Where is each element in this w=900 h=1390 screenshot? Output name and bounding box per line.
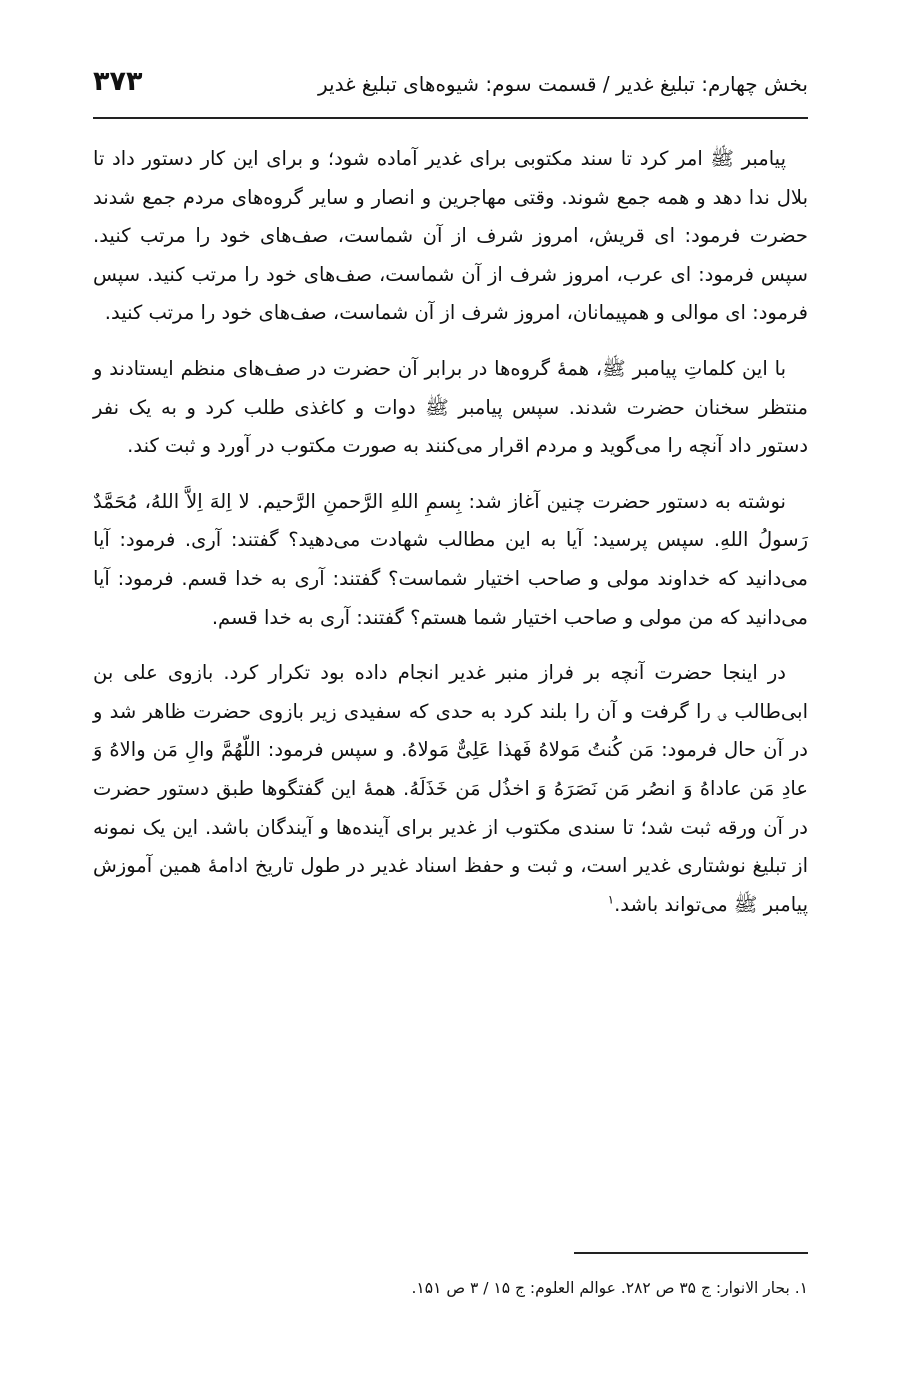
- running-head: بخش چهارم: تبلیغ غدیر / قسمت سوم: شیوه‌های تبلیغ غدیر: [317, 72, 808, 96]
- paragraph-1: پیامبر ﷺ امر کرد تا سند مکتوبی برای غدیر آماده شود؛ و برای این کار دستور داد تا بلال ندا دهد و همه جمع شوند. وقتی مهاجرین و انصار و سایر گروه‌های مردم جمع شدند حضرت فرمود: ای قریش، امروز شرف از آن شماست، صف‌های خود را مرتب کنید. سپس فرمود: ای عرب، امروز شرف از آن شماست، صف‌های خود را مرتب کنید. سپس فرمود: ای موالی و همپیمانان، امروز شرف از آن شماست، صف‌های خود را مرتب کنید.: [93, 147, 808, 325]
- paragraph-4-text: در اینجا حضرت آنچه بر فراز منبر غدیر انجام داده بود تکرار کرد. بازوی علی بن ابی‌طالب ؈ را گرفت و آن را بلند کرد به حدی که سفیدی زیر بازوی حضرت ظاهر شد و در آن حال فرمود: مَن کُنتُ مَولاهُ فَهذا عَلِیٌّ مَولاهُ. و سپس فرمود: اللّهُمَّ والِ مَن والاهُ وَ عادِ مَن عاداهُ وَ انصُر مَن نَصَرَهُ وَ اخذُل مَن خَذَلَهُ. همهٔ این گفتگوها طبق دستور حضرت در آن ورقه ثبت شد؛ تا سندی مکتوب از غدیر برای آینده‌ها و آیندگان باشد. این یک نمونه از تبلیغ نوشتاری غدیر است، و ثبت و حفظ اسناد غدیر در طول تاریخ ادامهٔ همین آموزش پیامبر ﷺ می‌تواند باشد.: [93, 661, 808, 916]
- footnote: ۱. بحار الانوار: ج ۳۵ ص ۲۸۲. عوالم العلوم: ج ۱۵ / ۳ ص ۱۵۱.: [411, 1279, 808, 1297]
- paragraph-2: با این کلماتِ پیامبر ﷺ، همهٔ گروه‌ها در برابر آن حضرت در صف‌های منظم ایستادند و منتظر سخنان حضرت شدند. سپس پیامبر ﷺ دوات و کاغذی طلب کرد و به یک نفر دستور داد آنچه را می‌گوید و مردم اقرار می‌کنند به صورت مکتوب در آورد و ثبت کند.: [93, 356, 808, 458]
- footnote-reference: ۱: [607, 892, 615, 907]
- paragraph-4: [93, 654, 808, 924]
- main-text: [93, 140, 808, 941]
- page-number: ۳۷۳: [93, 66, 143, 97]
- page-header: [93, 66, 808, 108]
- header-divider: [93, 117, 808, 119]
- paragraph-3: نوشته به دستور حضرت چنین آغاز شد: بِسمِ اللهِ الرَّحمنِ الرَّحیم. لا اِلهَ اِلاَّ اللهُ، مُحَمَّدٌ رَسولُ اللهِ. سپس پرسید: آیا به این مطالب شهادت می‌دهید؟ گفتند: آری. فرمود: آیا می‌دانید که خداوند مولی و صاحب اختیار شماست؟ گفتند: آری به خدا قسم. فرمود: آیا می‌دانید که من مولی و صاحب اختیار شما هستم؟ گفتند: آری به خدا قسم.: [93, 489, 808, 629]
- footnote-divider: [574, 1252, 808, 1254]
